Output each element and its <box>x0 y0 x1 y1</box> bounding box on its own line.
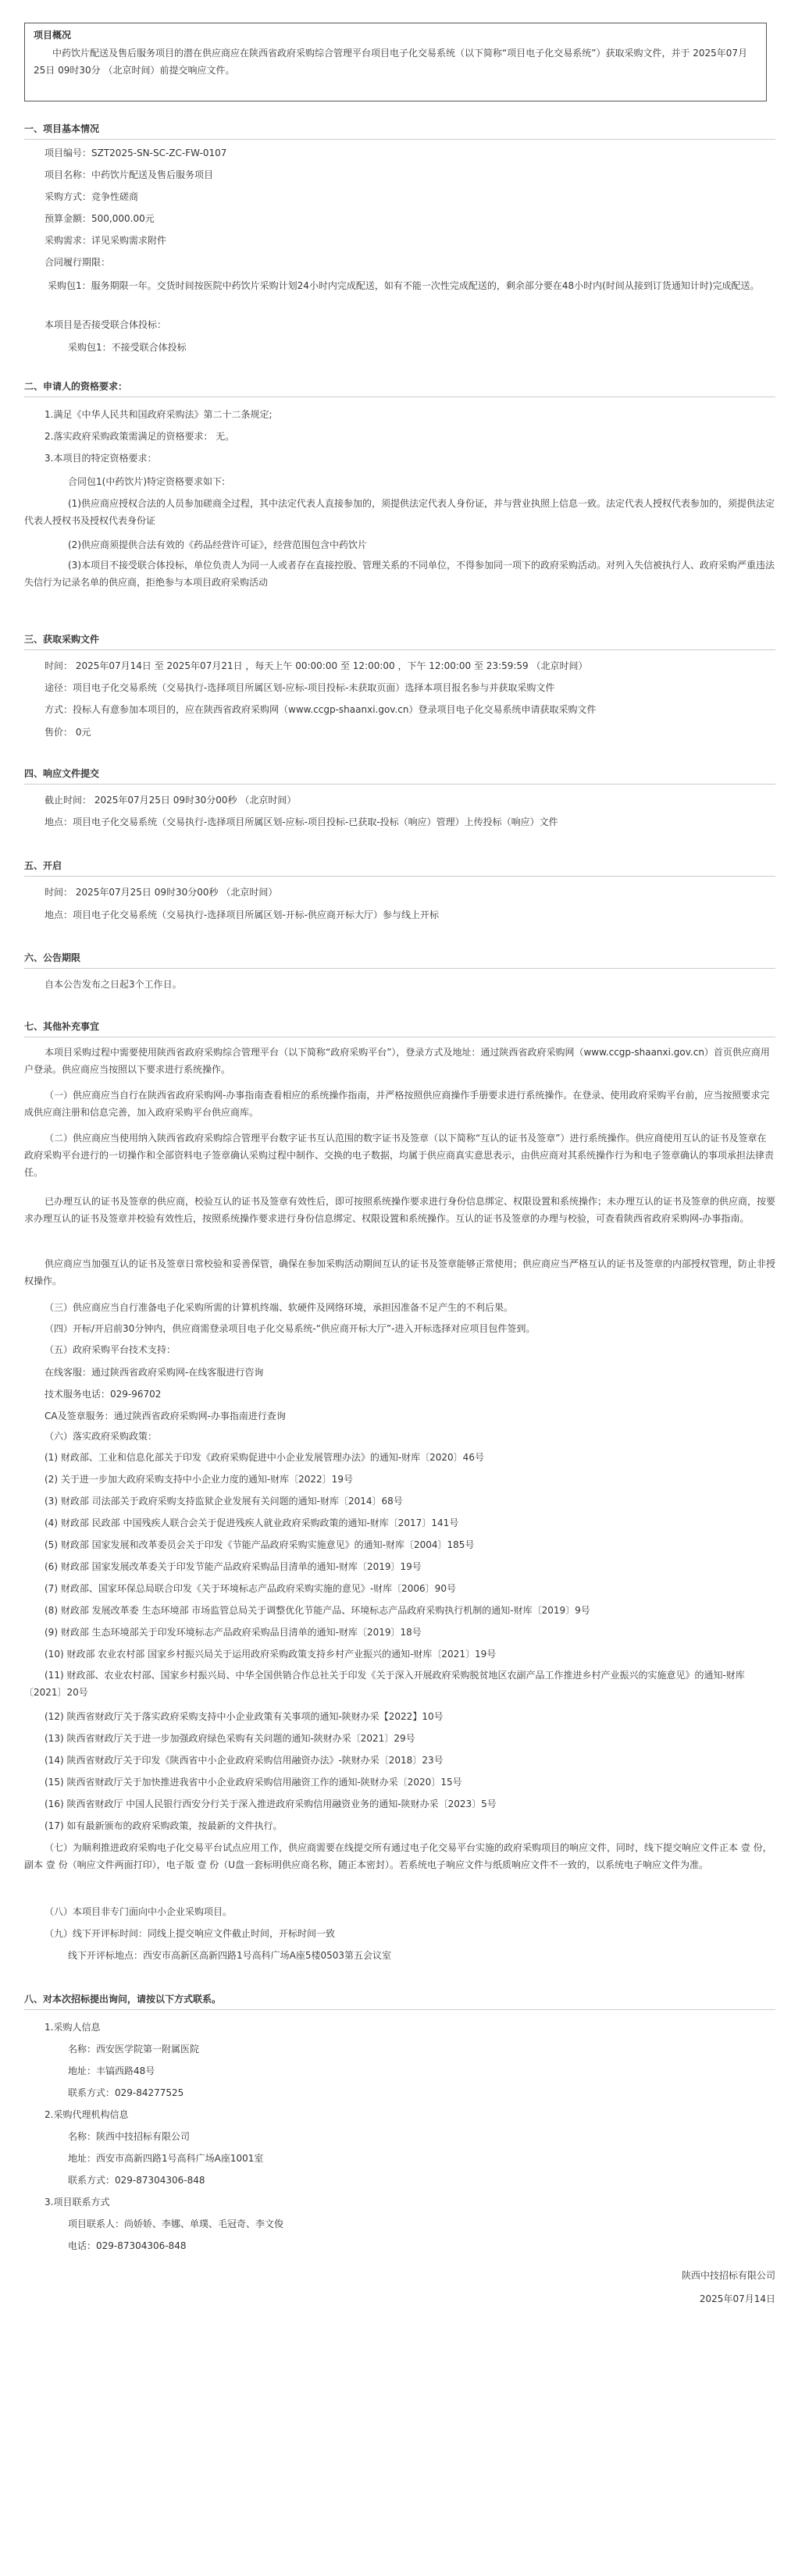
divider <box>24 649 775 650</box>
consortium-value: 采购包1：不接受联合体投标 <box>68 342 187 353</box>
paragraph: （四）开标/开启前30分钟内，供应商需登录项目电子化交易系统-“供应商开标大厅”-进入开标选择对应项目包件签到。 <box>45 1323 536 1334</box>
policy-item: (10) 财政部 农业农村部 国家乡村振兴局关于运用政府采购政策支持乡村产业振兴的通知-财库〔2021〕19号 <box>45 1649 497 1660</box>
section-title: 三、获取采购文件 <box>24 634 100 645</box>
qualification-line: 2.落实政府采购政策需满足的资格要求： 无。 <box>45 431 235 442</box>
project-name: 项目名称：中药饮片配送及售后服务项目 <box>45 169 214 180</box>
section-title: 八、对本次招标提出询问，请按以下方式联系。 <box>24 1994 222 2005</box>
submission-deadline: 截止时间： 2025年07月25日 09时30分00秒 （北京时间） <box>45 795 297 806</box>
paragraph: CA及签章服务：通过陕西省政府采购网-办事指南进行查询 <box>45 1411 286 1421</box>
qualification-line: 1.满足《中华人民共和国政府采购法》第二十二条规定; <box>45 409 273 420</box>
issue-date: 2025年07月14日 <box>699 2293 775 2304</box>
section-title: 一、项目基本情况 <box>24 123 100 134</box>
policy-item: (14) 陕西省财政厅关于印发《陕西省中小企业政府采购信用融资办法》-陕财办采〔2018〕23号 <box>45 1755 444 1766</box>
budget-amount: 预算金额：500,000.00元 <box>45 213 155 224</box>
policy-item: (7) 财政部、国家环保总局联合印发《关于环境标志产品政府采购实施的意见》-财库〔2006〕90号 <box>45 1583 456 1594</box>
policy-item: (5) 财政部 国家发展和改革委员会关于印发《节能产品政府采购实施意见》的通知-财库〔2004〕185号 <box>45 1539 475 1550</box>
agency-heading: 2.采购代理机构信息 <box>45 2109 129 2120</box>
policy-item: (6) 财政部 国家发展改革委关于印发节能产品政府采购品目清单的通知-财库〔2019〕19号 <box>45 1561 422 1572</box>
contract-period-label: 合同履行期限： <box>45 257 111 268</box>
paragraph: （二）供应商应当使用纳入陕西省政府采购综合管理平台数字证书互认范围的数字证书及签章（以下简称“互认的证书及签章”）进行系统操作。供应商使用互认的证书及签章在政府采购平台进行的一切操作和全部资料电子签章确认采购过程中制作、交换的电子数据，均属于供应商真实意思表示，由供应商对其系统操作行为和电子签章确认的事项承担法律责任。 <box>24 1133 775 1178</box>
paragraph: 在线客服：通过陕西省政府采购网-在线客服进行咨询 <box>45 1367 264 1378</box>
submission-location: 地点：项目电子化交易系统（交易执行-选择项目所属区划-应标-项目投标-已获取-投标（响应）管理）上传投标（响应）文件 <box>45 817 558 827</box>
paragraph: （五）政府采购平台技术支持： <box>45 1344 176 1355</box>
notice-period-text: 自本公告发布之日起3个工作日。 <box>45 979 182 990</box>
opening-location: 地点：项目电子化交易系统（交易执行-选择项目所属区划-开标-供应商开标大厅）参与线上开标 <box>45 909 439 920</box>
agency-phone: 联系方式：029-87304306-848 <box>68 2175 205 2186</box>
divider <box>24 784 775 785</box>
obtain-price: 售价： 0元 <box>45 727 91 738</box>
project-number: 项目编号：SZT2025-SN-SC-ZC-FW-0107 <box>45 148 227 158</box>
overview-title: 项目概况 <box>34 30 72 41</box>
contract-period-text: 采购包1：服务期限一年。交货时间按医院中药饮片采购计划24小时内完成配送，如有不能一次性完成配送的，剩余部分要在48小时内(时间从接到订货通知计时)完成配送。 <box>48 280 760 291</box>
qualification-line: (2)供应商须提供合法有效的《药品经营许可证》，经营范围包含中药饮片 <box>68 539 368 550</box>
issuer-signature: 陕西中技招标有限公司 <box>681 2270 775 2281</box>
section-title: 六、公告期限 <box>24 952 81 963</box>
opening-time: 时间： 2025年07月25日 09时30分00秒 （北京时间） <box>45 887 278 898</box>
qualification-line: 3.本项目的特定资格要求： <box>45 453 157 464</box>
project-overview-box <box>24 23 767 101</box>
policy-item: (13) 陕西省财政厅关于进一步加强政府绿色采购有关问题的通知-陕财办采〔2021〕29号 <box>45 1733 415 1744</box>
purchaser-address: 地址：丰镐西路48号 <box>68 2065 155 2076</box>
policy-item: (8) 财政部 发展改革委 生态环境部 市场监管总局关于调整优化节能产品、环境标志产品政府采购执行机制的通知-财库〔2019〕9号 <box>45 1605 590 1616</box>
qualification-line: (3)本项目不接受联合体投标，单位负责人为同一人或者存在直接控股、管理关系的不同单位，不得参加同一项下的政府采购活动。对列入失信被执行人、政府采购严重违法失信行为记录名单的供应商，拒绝参与本项目政府采购活动 <box>24 560 775 588</box>
policy-item: (11) 财政部、农业农村部、国家乡村振兴局、中华全国供销合作总社关于印发《关于深入开展政府采购脱贫地区农副产品工作推进乡村产业振兴的实施意见》的通知-财库〔2021〕20号 <box>24 1670 745 1698</box>
obtain-method: 方式：投标人有意参加本项目的，应在陕西省政府采购网（www.ccgp-shaanxi.gov.cn）登录项目电子化交易系统申请获取采购文件 <box>45 704 597 715</box>
procurement-method: 采购方式：竞争性磋商 <box>45 191 139 202</box>
paragraph: 本项目采购过程中需要使用陕西省政府采购综合管理平台（以下简称“政府采购平台”），登录方式及地址：通过陕西省政府采购网（www.ccgp-shaanxi.gov.cn）首页供应商用户登录。供应商应当按照以下要求进行系统操作。 <box>24 1047 770 1075</box>
divider <box>24 876 775 877</box>
section-title: 五、开启 <box>24 860 62 871</box>
obtain-time: 时间： 2025年07月14日 至 2025年07月21日 ，每天上午 00:00:00 至 12:00:00 ，下午 12:00:00 至 23:59:59 （北京时间） <box>45 660 588 671</box>
consortium-label: 本项目是否接受联合体投标： <box>45 319 167 330</box>
policy-item: (9) 财政部 生态环境部关于印发环境标志产品政府采购品目清单的通知-财库〔2019〕18号 <box>45 1627 422 1638</box>
project-contact-heading: 3.项目联系方式 <box>45 2197 110 2208</box>
paragraph: 线下开评标地点：西安市高新区高新四路1号高科广场A座5楼0503第五会议室 <box>68 1950 392 1961</box>
paragraph: 已办理互认的证书及签章的供应商，校验互认的证书及签章有效性后，即可按照系统操作要求进行身份信息绑定、权限设置和系统操作；未办理互认的证书及签章的供应商，按要求办理互认的证书及签章并校验有效性后，按照系统操作要求进行身份信息绑定、权限设置和系统操作。互认的证书及签章的办理与校验，可查看陕西省政府采购网-办事指南。 <box>24 1196 776 1224</box>
policy-item: (3) 财政部 司法部关于政府采购支持监狱企业发展有关问题的通知-财库〔2014〕68号 <box>45 1496 403 1507</box>
paragraph: （三）供应商应当自行准备电子化采购所需的计算机终端、软硬件及网络环境，承担因准备不足产生的不利后果。 <box>45 1302 514 1313</box>
purchaser-name: 名称：西安医学院第一附属医院 <box>68 2044 200 2055</box>
section-title: 二、申请人的资格要求： <box>24 381 128 392</box>
paragraph: 技术服务电话：029-96702 <box>45 1389 162 1400</box>
policy-item: (16) 陕西省财政厅 中国人民银行西安分行关于深入推进政府采购信用融资业务的通知-陕财办采〔2023〕5号 <box>45 1799 497 1809</box>
divider <box>24 2009 775 2010</box>
purchaser-phone: 联系方式：029-84277525 <box>68 2087 184 2098</box>
qualification-line: (1)供应商应授权合法的人员参加磋商全过程，其中法定代表人直接参加的，须提供法定代表人身份证，并与营业执照上信息一致。法定代表人授权代表参加的，须提供法定代表人授权书及授权代表身份证 <box>24 498 775 526</box>
project-contact-names: 项目联系人：尚娇娇、李娜、单璞、毛冠奇、李文俊 <box>68 2218 284 2229</box>
divider <box>24 968 775 969</box>
divider <box>24 139 775 140</box>
project-contact-phone: 电话：029-87304306-848 <box>68 2240 187 2251</box>
paragraph: （七）为顺利推进政府采购电子化交易平台试点应用工作，供应商需要在线提交所有通过电子化交易平台实施的政府采购项目的响应文件，同时，线下提交响应文件正本 壹 份，副本 壹 份（响应文件两面打印），电子版 壹 份（U盘一套标明供应商名称，随正本密封）。若系统电子响应文件与纸质响应文件不一致的，以系统电子响应文件为准。 <box>24 1842 772 1870</box>
qualification-line: 合同包1(中药饮片)特定资格要求如下: <box>68 476 226 487</box>
policy-item: (17) 如有最新颁布的政府采购政策，按最新的文件执行。 <box>45 1820 283 1831</box>
overview-body: 中药饮片配送及售后服务项目的潜在供应商应在陕西省政府采购综合管理平台项目电子化交易系统（以下简称“项目电子化交易系统”）获取采购文件，并于 2025年07月25日 09时30分 （北京时间）前提交响应文件。 <box>34 48 748 76</box>
policy-item: (2) 关于进一步加大政府采购支持中小企业力度的通知-财库〔2022〕19号 <box>45 1474 353 1485</box>
section-title: 四、响应文件提交 <box>24 768 100 779</box>
agency-name: 名称：陕西中技招标有限公司 <box>68 2131 191 2142</box>
agency-address: 地址：西安市高新四路1号高科广场A座1001室 <box>68 2153 264 2164</box>
policy-item: (1) 财政部、工业和信息化部关于印发《政府采购促进中小企业发展管理办法》的通知-财库〔2020〕46号 <box>45 1452 484 1463</box>
paragraph: （九）线下开评标时间：同线上提交响应文件截止时间，开标时间一致 <box>45 1928 336 1939</box>
paragraph: （一）供应商应当自行在陕西省政府采购网-办事指南查看相应的系统操作指南，并严格按照供应商操作手册要求进行系统操作。在登录、使用政府采购平台前，应当按照要求完成供应商注册和信息完善，加入政府采购平台供应商库。 <box>24 1090 770 1118</box>
obtain-route: 途径：项目电子化交易系统（交易执行-选择项目所属区划-应标-项目投标-未获取页面）选择本项目报名参与并获取采购文件 <box>45 682 555 693</box>
section-title: 七、其他补充事宜 <box>24 1021 100 1032</box>
procurement-requirement: 采购需求：详见采购需求附件 <box>45 235 167 246</box>
paragraph: （八）本项目非专门面向中小企业采购项目。 <box>45 1906 233 1917</box>
paragraph: 供应商应当加强互认的证书及签章日常校验和妥善保管，确保在参加采购活动期间互认的证书及签章能够正常使用；供应商应当严格互认的证书及签章的内部授权管理，防止非授权操作。 <box>24 1258 776 1286</box>
paragraph: （六）落实政府采购政策： <box>45 1431 158 1442</box>
policy-item: (4) 财政部 民政部 中国残疾人联合会关于促进残疾人就业政府采购政策的通知-财库〔2017〕141号 <box>45 1517 459 1528</box>
policy-item: (12) 陕西省财政厅关于落实政府采购支持中小企业政策有关事项的通知-陕财办采【2022】10号 <box>45 1711 444 1722</box>
policy-item: (15) 陕西省财政厅关于加快推进我省中小企业政府采购信用融资工作的通知-陕财办采〔2020〕15号 <box>45 1777 462 1788</box>
purchaser-heading: 1.采购人信息 <box>45 2022 101 2033</box>
